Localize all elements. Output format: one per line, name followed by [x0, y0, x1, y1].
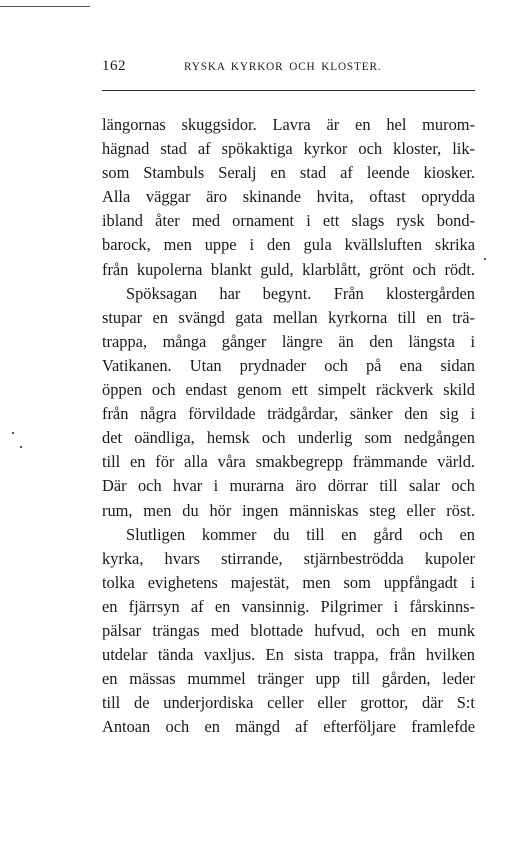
text-line: utdelar tända vaxljus. En sista trappa, från hvilken — [102, 645, 475, 665]
text-line: Antoan och en mängd af efterföljare framlefde — [102, 717, 475, 737]
scan-edge-mark — [0, 6, 90, 7]
text-line: ibland åter med ornament i ett slags rysk bond- — [102, 211, 475, 231]
text-line: Där och hvar i murarna äro dörrar till salar och — [102, 476, 475, 496]
text-line: en fjärrsyn af en vansinnig. Pilgrimer i fårskinns- — [102, 596, 475, 616]
scan-speck — [12, 432, 14, 434]
paragraph-last-line: rum, men du hör ingen människas steg eller röst. — [102, 500, 475, 520]
text-line: öppen och endast genom ett simpelt räckverk skild — [102, 380, 475, 400]
body-text — [102, 113, 475, 739]
text-line: pälsar trängas med blottade hufvud, och en munk — [102, 620, 475, 640]
page-number: 162 — [102, 58, 126, 74]
text-line: trappa, många gånger längre än den längsta i — [102, 331, 475, 351]
paragraph-last-line: från kupolerna blankt guld, klarblått, grönt och rödt. — [102, 259, 475, 279]
text-line: barock, men uppe i den gula kvällsluften skrika — [102, 235, 475, 255]
text-line: till de underjordiska celler eller grottor, där S:t — [102, 693, 475, 713]
text-line: hägnad stad af spökaktiga kyrkor och kloster, lik- — [102, 139, 475, 159]
text-line: det oändliga, hemsk och underlig som nedgången — [102, 428, 475, 448]
text-line: tolka evighetens majestät, men som uppfångadt i — [102, 572, 475, 592]
text-line: stupar en svängd gata mellan kyrkorna till en trä- — [102, 307, 475, 327]
paragraph-first-line: Slutligen kommer du till en gård och en — [126, 524, 475, 544]
running-title: RYSKA KYRKOR OCH KLOSTER. — [184, 61, 382, 73]
scan-speck — [484, 258, 486, 260]
text-line: en mässas mummel tränger upp till gården, leder — [102, 669, 475, 689]
text-line: till en för alla våra smakbegrepp främmande värld. — [102, 452, 475, 472]
scan-speck — [20, 446, 22, 448]
text-line: Vatikanen. Utan prydnader och på ena sidan — [102, 355, 475, 375]
paragraph-first-line: Spöksagan har begynt. Från klostergården — [126, 283, 475, 303]
text-line: kyrka, hvars stirrande, stjärnbeströdda kupoler — [102, 548, 475, 568]
text-line: Alla väggar äro skinande hvita, oftast oprydda — [102, 187, 475, 207]
text-line: från några förvildade trädgårdar, sänker den sig i — [102, 404, 475, 424]
page-header — [102, 58, 474, 80]
text-line: längornas skuggsidor. Lavra är en hel murom- — [102, 115, 475, 134]
header-rule — [102, 90, 475, 91]
text-line: som Stambuls Seralj en stad af leende kiosker. — [102, 163, 475, 183]
